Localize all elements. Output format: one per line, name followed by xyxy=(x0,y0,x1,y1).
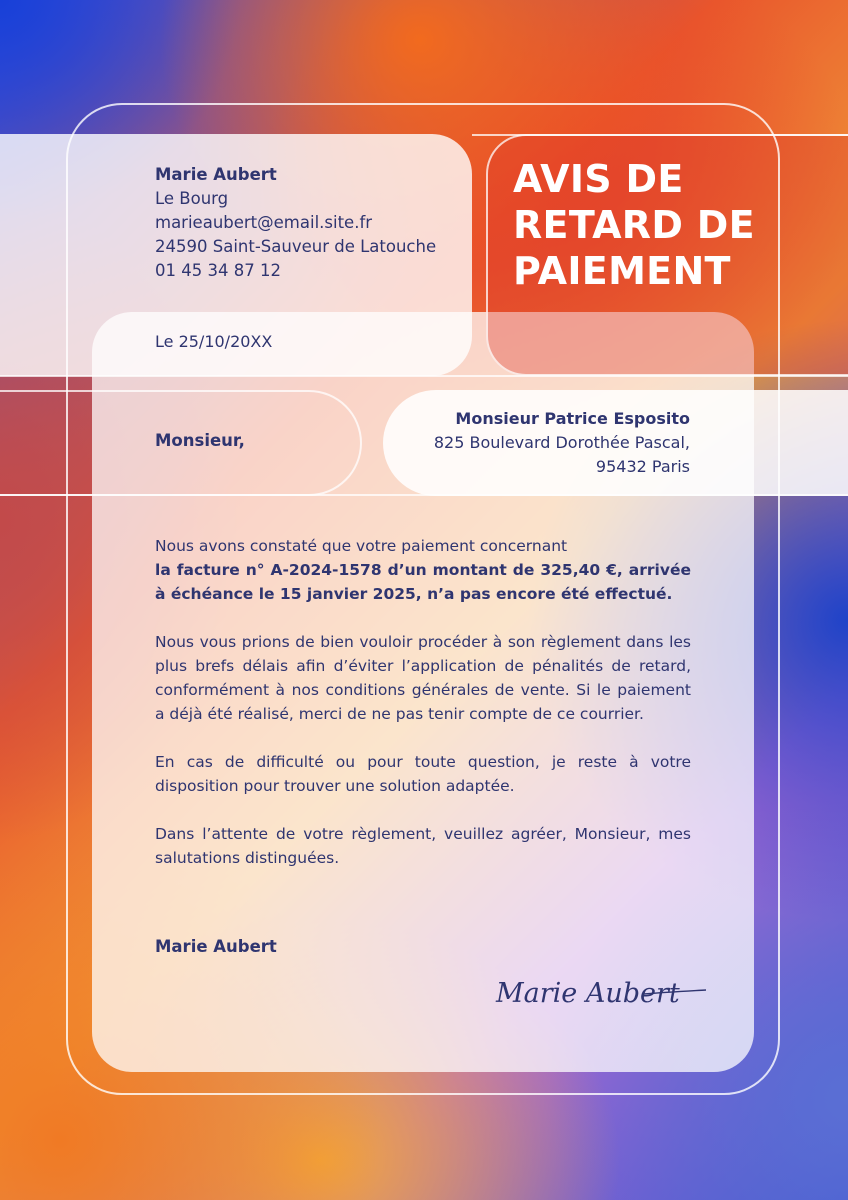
recipient-street: 825 Boulevard Dorothée Pascal, xyxy=(433,433,690,452)
handwritten-signature xyxy=(494,972,714,1016)
title-line-3: PAIEMENT xyxy=(513,249,731,293)
paragraph-1-intro: Nous avons constaté que votre paiement concernant xyxy=(155,537,568,555)
sender-name: Marie Aubert xyxy=(155,165,277,184)
sender-address xyxy=(155,163,436,283)
divider-line-middle xyxy=(0,375,848,377)
signature-text: Marie Aubert xyxy=(496,978,680,1009)
recipient-name: Monsieur Patrice Esposito xyxy=(455,409,690,428)
divider-line-top xyxy=(472,134,848,136)
recipient-address xyxy=(390,407,690,479)
document-title xyxy=(513,156,833,294)
title-line-2: RETARD DE xyxy=(513,203,755,247)
title-line-1: AVIS DE xyxy=(513,157,684,201)
letter-date: Le 25/10/20XX xyxy=(155,332,273,351)
invoice-details: la facture n° A-2024-1578 d’un montant de 325,40 €, arrivée à échéance le 15 janvier 2025, n’a pas encore été effectué. xyxy=(155,561,691,603)
signoff-name: Marie Aubert xyxy=(155,937,277,956)
sender-city: 24590 Saint-Sauveur de Latouche xyxy=(155,237,437,256)
paragraph-1 xyxy=(155,534,691,606)
recipient-city: 95432 Paris xyxy=(595,457,690,476)
paragraph-3: En cas de difficulté ou pour toute question, je reste à votre disposition pour trouver une solution adaptée. xyxy=(155,753,691,795)
greeting: Monsieur, xyxy=(155,431,245,450)
paragraph-4: Dans l’attente de votre règlement, veuillez agréer, Monsieur, mes salutations distinguées. xyxy=(155,825,691,867)
sender-phone: 01 45 34 87 12 xyxy=(155,261,281,280)
sender-email: marieaubert@email.site.fr xyxy=(155,213,373,232)
divider-line-lower xyxy=(0,494,848,496)
paragraph-2: Nous vous prions de bien vouloir procéder à son règlement dans les plus brefs délais afin d’éviter l’application de pénalités de retard, conformément à nos conditions générales de vente. Si le paiement a déjà été réalisé, merci de ne pas tenir compte de ce courrier. xyxy=(155,633,691,723)
sender-place: Le Bourg xyxy=(155,189,229,208)
letter-body xyxy=(155,534,691,894)
